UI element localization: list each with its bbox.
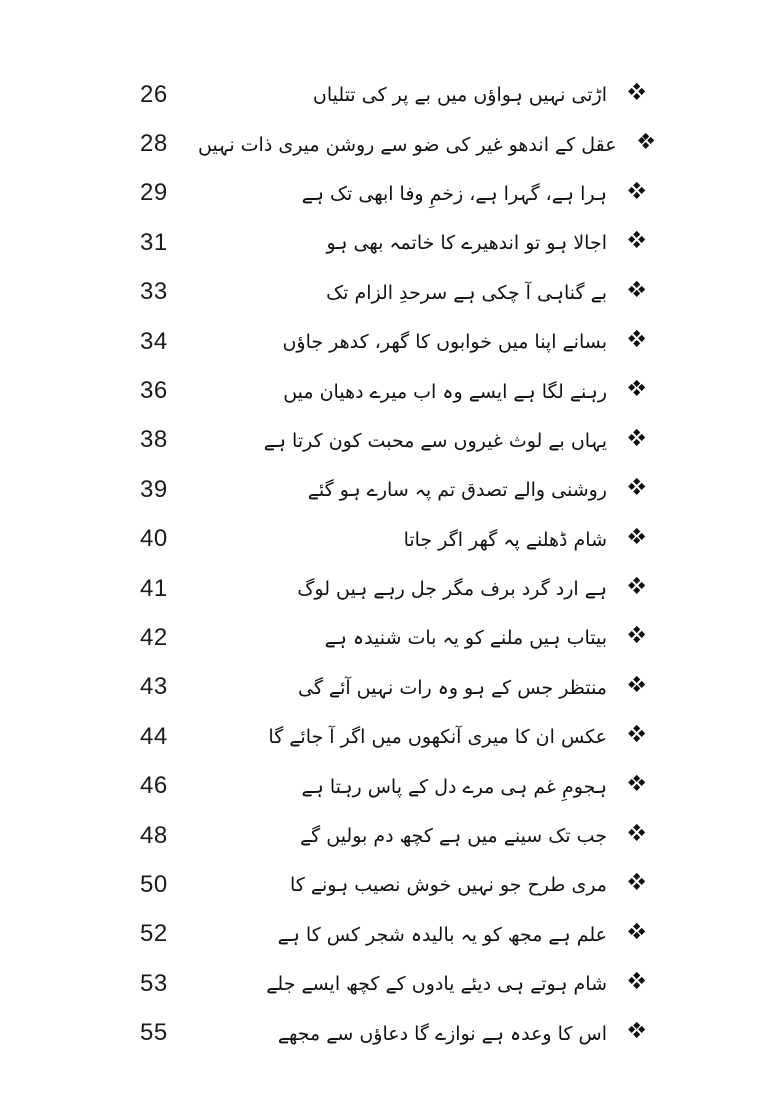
- diamond-bullet-icon: [629, 282, 644, 297]
- diamond-bullet-icon: [629, 84, 644, 99]
- page-number: 52: [140, 920, 168, 948]
- poem-title: عقل کے اندھو غیر کی ضو سے روشن میری ذات نہیں: [198, 133, 617, 156]
- toc-row: [140, 317, 644, 366]
- toc-row: [140, 465, 644, 514]
- page-number: 55: [140, 1019, 168, 1047]
- poem-title: اجالا ہو تو اندھیرے کا خاتمہ بھی ہو: [326, 232, 607, 255]
- page-number: 44: [140, 722, 168, 750]
- diamond-bullet-icon: [629, 430, 644, 445]
- diamond-bullet-icon: [629, 183, 644, 198]
- poem-title: یہاں بے لوث غیروں سے محبت کون کرتا ہے: [263, 429, 607, 452]
- poem-title: بسانے اپنا میں خوابوں کا گھر، کدھر جاؤں: [282, 331, 607, 354]
- diamond-bullet-icon: [629, 232, 644, 247]
- toc-row: [140, 860, 644, 909]
- poem-title: جب تک سینے میں ہے کچھ دم بولیں گے: [300, 825, 607, 848]
- page-number: 50: [140, 870, 168, 898]
- page-number: 39: [140, 475, 168, 503]
- page-number: 38: [140, 426, 168, 454]
- poem-title: بیتاب ہیں ملنے کو یہ بات شنیدہ ہے: [324, 627, 607, 650]
- toc-row: [140, 416, 644, 465]
- poem-title: بے گناہی آ چکی ہے سرحدِ الزام تک: [326, 281, 607, 304]
- diamond-bullet-icon: [629, 331, 644, 346]
- poem-title: روشنی والے تصدق تم پہ سارے ہو گئے: [307, 479, 607, 502]
- poem-title: اس کا وعدہ ہے نوازے گا دعاؤں سے مجھے: [277, 1022, 607, 1045]
- page-number: 34: [140, 327, 168, 355]
- diamond-bullet-icon: [629, 479, 644, 494]
- toc-row: [140, 366, 644, 415]
- page-number: 43: [140, 673, 168, 701]
- diamond-bullet-icon: [629, 627, 644, 642]
- toc-row: [140, 268, 644, 317]
- toc-row: [140, 910, 644, 959]
- page-number: 48: [140, 821, 168, 849]
- toc-row: [140, 218, 644, 267]
- diamond-bullet-icon: [629, 1023, 644, 1038]
- page-number: 40: [140, 525, 168, 553]
- toc-row: [140, 169, 644, 218]
- page-number: 29: [140, 179, 168, 207]
- poem-title: علم ہے مجھ کو یہ بالیدہ شجر کس کا ہے: [277, 923, 607, 946]
- diamond-bullet-icon: [639, 134, 654, 149]
- page-number: 53: [140, 969, 168, 997]
- poem-title: مری طرح جو نہیں خوش نصیب ہونے کا: [290, 874, 607, 897]
- poem-title: ہے ارد گرد برف مگر جل رہے ہیں لوگ: [297, 578, 607, 601]
- diamond-bullet-icon: [629, 776, 644, 791]
- toc-row: [140, 712, 644, 761]
- toc-row: [140, 70, 644, 119]
- diamond-bullet-icon: [629, 973, 644, 988]
- page-number: 26: [140, 80, 168, 108]
- poem-title: ہرا ہے، گہرا ہے، زخمِ وفا ابھی تک ہے: [301, 182, 607, 205]
- toc-row: [140, 613, 644, 662]
- toc-row: [140, 119, 644, 168]
- diamond-bullet-icon: [629, 578, 644, 593]
- toc-list: [140, 70, 644, 1058]
- poem-title: عکس ان کا میری آنکھوں میں اگر آ جائے گا: [268, 726, 607, 749]
- toc-row: [140, 959, 644, 1008]
- poem-title: رہنے لگا ہے ایسے وہ اب میرے دھیان میں: [283, 380, 607, 403]
- diamond-bullet-icon: [629, 825, 644, 840]
- page-number: 28: [140, 130, 168, 158]
- toc-row: [140, 811, 644, 860]
- page-number: 36: [140, 377, 168, 405]
- diamond-bullet-icon: [629, 529, 644, 544]
- poem-title: شام ڈھلنے پہ گھر اگر جاتا: [403, 528, 607, 551]
- toc-row: [140, 564, 644, 613]
- page-number: 42: [140, 623, 168, 651]
- poem-title: منتظر جس کے ہو وہ رات نہیں آئے گی: [298, 676, 607, 699]
- diamond-bullet-icon: [629, 924, 644, 939]
- page-number: 33: [140, 278, 168, 306]
- page-number: 41: [140, 574, 168, 602]
- poem-title: ہجومِ غم ہی مرے دل کے پاس رہتا ہے: [301, 775, 607, 798]
- toc-row: [140, 663, 644, 712]
- diamond-bullet-icon: [629, 874, 644, 889]
- page-number: 46: [140, 772, 168, 800]
- diamond-bullet-icon: [629, 677, 644, 692]
- diamond-bullet-icon: [629, 381, 644, 396]
- toc-row: [140, 1008, 644, 1057]
- toc-row: [140, 515, 644, 564]
- diamond-bullet-icon: [629, 726, 644, 741]
- toc-row: [140, 761, 644, 810]
- poem-title: اڑتی نہیں ہواؤں میں بے پر کی تتلیاں: [312, 84, 607, 107]
- poem-title: شام ہوتے ہی دیئے یادوں کے کچھ ایسے جلے: [266, 973, 607, 996]
- page-number: 31: [140, 228, 168, 256]
